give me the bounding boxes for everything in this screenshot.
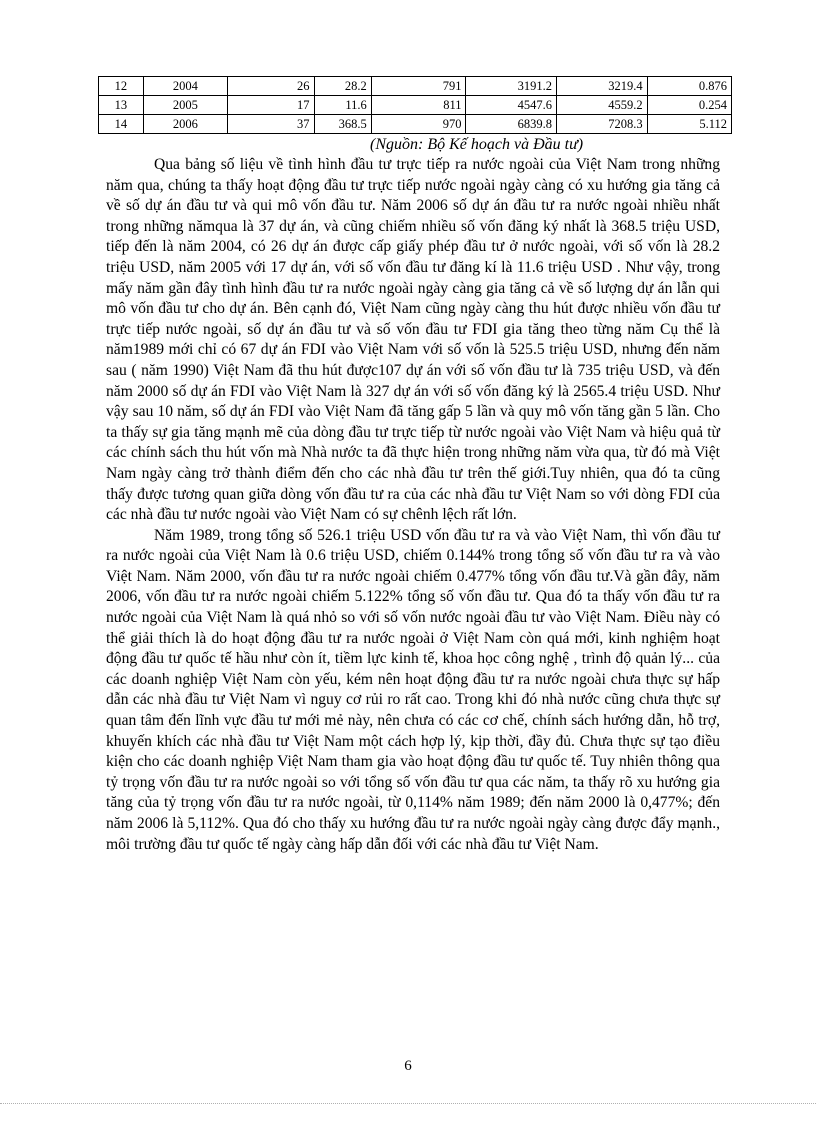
page-number: 6: [404, 1058, 412, 1074]
page-bottom-divider: [0, 1103, 816, 1104]
row-number-cell: 13: [99, 96, 144, 115]
total-capital-cell: 3219.4: [557, 77, 648, 96]
table-source-note: (Nguồn: Bộ Kế hoạch và Đầu tư): [370, 136, 584, 153]
year-cell: 2005: [143, 96, 227, 115]
fdi-capital-cell: 6839.8: [466, 115, 557, 134]
share-percent-cell: 0.876: [647, 77, 731, 96]
table-row: [99, 115, 732, 134]
row-number-cell: 12: [99, 77, 144, 96]
total-capital-cell: 4559.2: [557, 96, 648, 115]
table-row: [99, 77, 732, 96]
year-cell: 2004: [143, 77, 227, 96]
projects-out-cell: 26: [228, 77, 314, 96]
fdi-projects-cell: 791: [371, 77, 466, 96]
fdi-capital-cell: 4547.6: [466, 96, 557, 115]
fdi-capital-cell: 3191.2: [466, 77, 557, 96]
body-text: [106, 155, 720, 855]
share-percent-cell: 0.254: [647, 96, 731, 115]
year-cell: 2006: [143, 115, 227, 134]
paragraph: Qua bảng số liệu về tình hình đầu tư trực tiếp ra nước ngoài của Việt Nam trong những năm qua, chúng ta thấy hoạt động đầu tư trực tiếp nước ngoài ngày càng có xu hướng gia tăng cả về số dự án đầu tư và qui mô vốn đầu tư. Năm 2006 số dự án đầu tư ra nước ngoài nhiều nhất trong những nămqua là 37 dự án, và cũng chiếm nhiều số vốn đăng ký nhất là 368.5 triệu USD, tiếp đến là năm 2004, có 26 dự án được cấp giấy phép đầu tư ở nước ngoài, với số vốn là 28.2 triệu USD, năm 2005 với 17 dự án, với số vốn đầu tư đăng kí là 11.6 triệu USD . Như vậy, trong mấy năm gần đây tình hình đầu tư ra nước ngoài ngày càng gia tăng cả về số lượng dự án lẫn qui mô vốn đầu tư cho dự án. Bên cạnh đó, Việt Nam cũng ngày càng thu hút được nhiều vốn đầu tư trực tiếp nước ngoài, số dự án đầu tư và số vốn đầu tư FDI gia tăng theo từng năm Cụ thể là năm1989 mới chỉ có 67 dự án FDI vào Việt Nam với số vốn là 525.5 triệu USD, nhưng đến năm sau ( năm 1990) Việt Nam đã thu hút được107 dự án với số vốn đầu tư là 735 triệu USD, và đến năm 2000 số dự án FDI vào Việt Nam là 327 dự án với số vốn đăng ký là 2565.4 triệu USD. Như vậy sau 10 năm, số dự án FDI vào Việt Nam đã tăng gấp 5 lần và quy mô vốn tăng gần 5 lần. Cho ta thấy sự gia tăng mạnh mẽ của dòng đầu tư trực tiếp từ nước ngoài vào Việt Nam và hiệu quả từ các chính sách thu hút vốn mà Nhà nước ta đã thực hiện trong những năm vừa qua, từ đó mà Việt Nam ngày càng trở thành điểm đến cho các nhà đầu tư trên thế giới.Tuy nhiên, qua đó ta cũng thấy được tương quan giữa dòng vốn đầu tư ra của các nhà đầu tư Việt Nam so với dòng FDI của các nhà đầu tư nước ngoài vào Việt Nam có sự chênh lệch rất lớn.: [106, 156, 720, 524]
fdi-projects-cell: 970: [371, 115, 466, 134]
paragraph: Năm 1989, trong tổng số 526.1 triệu USD vốn đầu tư ra và vào Việt Nam, thì vốn đầu tư ra nước ngoài của Việt Nam là 0.6 triệu USD, chiếm 0.144% trong tổng số vốn đầu tư ra và vào Việt Nam. Năm 2000, vốn đầu tư ra nước ngoài chiếm 0.477% tổng vốn đầu tư.Và gần đây, năm 2006, vốn đầu tư ra nước ngoài chiếm 5.122% tổng số vốn đầu tư. Qua đó ta thấy vốn đầu tư ra nước ngoài của Việt Nam là quá nhỏ so với số vốn nước ngoài đầu tư vào Việt Nam. Điều này có thể giải thích là do hoạt động đầu tư ra nước ngoài ở Việt Nam còn quá mới, kinh nghiệm hoạt động đầu tư quốc tế hầu như còn ít, tiềm lực kinh tế, khoa học công nghệ , trình độ quản lý... của các doanh nghiệp Việt Nam còn yếu, kém nên hoạt động đầu tư ra nước ngoài chưa thực sự hấp dẫn các nhà đầu tư Việt Nam vì nguy cơ rủi ro rất cao. Trong khi đó nhà nước cũng chưa thực sự quan tâm đến lĩnh vực đầu tư mới mẻ này, nên chưa có các cơ chế, chính sách hướng dẫn, hỗ trợ, khuyến khích các nhà đầu tư Việt Nam một cách hợp lý, kịp thời, đầy đủ. Chưa thực sự tạo điều kiện cho các doanh nghiệp Việt Nam tham gia vào hoạt động đầu tư quốc tế. Tuy nhiên thông qua tỷ trọng vốn đầu tư ra nước ngoài so với tổng số vốn đầu tư qua các năm, ta thấy rõ xu hướng gia tăng của tỷ trọng vốn đầu tư ra nước ngoài, từ 0,114% năm 1989; đến năm 2000 là 0,477%; đến năm 2006 là 5,112%. Qua đó cho thấy xu hướng đầu tư ra nước ngoài ngày càng được đẩy mạnh., môi trường đầu tư quốc tế ngày càng hấp dẫn đối với các nhà đầu tư Việt Nam.: [106, 526, 720, 853]
row-number-cell: 14: [99, 115, 144, 134]
projects-out-cell: 37: [228, 115, 314, 134]
fdi-outward-table: [98, 76, 732, 134]
projects-out-cell: 17: [228, 96, 314, 115]
table-row: [99, 96, 732, 115]
fdi-projects-cell: 811: [371, 96, 466, 115]
capital-out-cell: 368.5: [314, 115, 371, 134]
share-percent-cell: 5.112: [647, 115, 731, 134]
capital-out-cell: 28.2: [314, 77, 371, 96]
total-capital-cell: 7208.3: [557, 115, 648, 134]
capital-out-cell: 11.6: [314, 96, 371, 115]
